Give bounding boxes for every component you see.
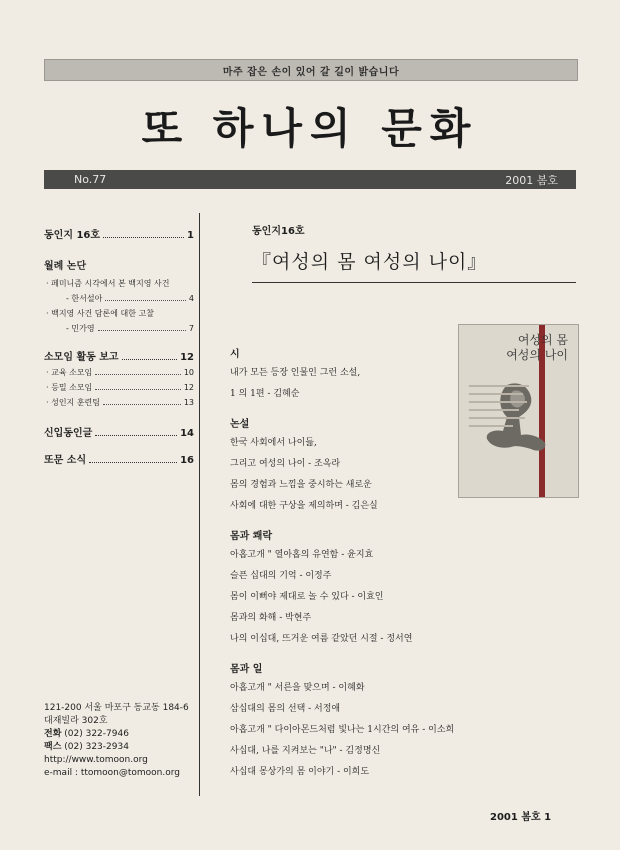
list-item: 그리고 여성의 나이 - 조옥라 — [230, 459, 341, 469]
fax-line — [44, 741, 194, 754]
list-item: 삼십대의 몸의 선택 - 서정애 — [230, 704, 341, 714]
toc-sub-entry — [44, 308, 194, 319]
toc-sub-text: · 성인지 훈련팀 — [46, 398, 100, 407]
toc-sub-entry — [44, 293, 194, 304]
toc-entry-page: 16 — [180, 455, 194, 466]
toc-entry-title: 신입동인글 — [44, 428, 93, 439]
toc-sub-page: 7 — [188, 324, 194, 333]
issue-number: No.77 — [74, 173, 107, 186]
toc-sub-text: - 한서설아 — [66, 294, 103, 303]
cover-text-line — [469, 393, 523, 395]
page-footer: 2001 봄호 1 — [490, 812, 552, 823]
toc-entry-page: 12 — [180, 352, 194, 363]
toc-sub-entry — [44, 367, 194, 378]
toc-sub-text: · 등밀 소모임 — [46, 383, 93, 392]
table-of-contents — [44, 226, 194, 478]
toc-sub-page: 12 — [183, 383, 194, 392]
toc-sub-entry — [44, 278, 194, 289]
list-item: 내가 모든 등장 인물인 그런 소설, — [230, 368, 361, 378]
tagline: 마주 잡은 손이 있어 갈 길이 밝습니다 — [222, 66, 400, 78]
toc-entry-page: 1 — [187, 230, 194, 241]
feature-header — [230, 222, 580, 274]
list-item: 사십대, 나를 지켜보는 "나" - 김정명신 — [230, 746, 381, 756]
list-item: 나의 이십대, 뜨거운 여름 같았던 시절 - 정서연 — [230, 634, 413, 644]
list-item: 몸이 이뻐야 제대로 놀 수 있다 - 이효인 — [230, 592, 384, 602]
section-essay — [230, 415, 450, 512]
section-body-pleasure — [230, 527, 450, 645]
section-body-work — [230, 660, 455, 778]
cover-text-line — [469, 425, 513, 427]
website-link[interactable]: http://www.tomoon.org — [44, 755, 148, 765]
list-item: 슬픈 십대의 기억 - 이정주 — [230, 571, 332, 581]
section-heading: 몸과 쾌락 — [230, 531, 273, 542]
feature-kicker: 동인지16호 — [252, 226, 305, 237]
toc-entry — [44, 451, 194, 466]
toc-entry-page: 14 — [180, 428, 194, 439]
section-heading: 몸과 일 — [230, 664, 263, 675]
cover-text-line — [469, 401, 527, 403]
column-divider — [199, 213, 200, 796]
issue-bar — [44, 170, 576, 189]
toc-entry-title: 또문 소식 — [44, 455, 87, 466]
list-item: 몸의 경험과 느낌을 중시하는 새로운 — [230, 480, 372, 490]
list-item: 사회에 대한 구상을 제의하며 - 김은실 — [230, 501, 378, 511]
toc-entry-title: 소모임 활동 보고 — [44, 352, 119, 363]
toc-section-title: 월례 논단 — [44, 261, 87, 272]
list-item: 아홉고개 " 열아홉의 유연함 - 윤지효 — [230, 550, 374, 560]
cover-text-line — [469, 409, 519, 411]
toc-forum — [44, 257, 194, 334]
phone-line — [44, 728, 194, 741]
list-item: 아홉고개 " 다이아몬드처럼 빛나는 1시간의 여유 - 이소희 — [230, 725, 455, 735]
toc-dots — [103, 398, 181, 405]
feature-contents — [230, 345, 455, 793]
toc-entry — [44, 226, 194, 241]
cover-title-line: 여성의 나이 — [506, 348, 568, 362]
address-line: 대재빌라 302호 — [44, 716, 108, 726]
phone-number: (02) 322-7946 — [64, 729, 129, 739]
fax-number: (02) 323-2934 — [64, 742, 129, 752]
title-rule — [252, 282, 576, 283]
cover-text-line — [469, 385, 529, 387]
tagline-bar — [44, 59, 578, 81]
toc-sub-entry — [44, 382, 194, 393]
feature-title: 『여성의 몸 여성의 나이』 — [252, 251, 488, 273]
book-cover-image — [458, 324, 579, 498]
toc-sub-page: 10 — [183, 368, 194, 377]
list-item: 한국 사회에서 나이듦, — [230, 438, 317, 448]
toc-sub-text: · 교육 소모임 — [46, 368, 93, 377]
list-item: 사십대 몽상가의 몸 이야기 - 이희도 — [230, 767, 370, 777]
toc-groups — [44, 348, 194, 408]
section-poem — [230, 345, 450, 400]
toc-sub-entry — [44, 323, 194, 334]
toc-dots — [89, 455, 177, 463]
section-heading: 시 — [230, 349, 240, 360]
address-line: 121-200 서울 마포구 동교동 184-6 — [44, 703, 189, 713]
toc-dots — [122, 352, 177, 360]
list-item: 아홉고개 " 서른을 맞으며 - 이혜화 — [230, 683, 365, 693]
phone-label: 전화 — [44, 729, 62, 739]
address-block — [44, 702, 194, 780]
list-item: 몸과의 화해 - 박현주 — [230, 613, 312, 623]
toc-dots — [105, 294, 186, 301]
email-link[interactable]: e-mail : ttomoon@tomoon.org — [44, 768, 181, 778]
toc-dots — [95, 428, 177, 436]
toc-entry-title: 동인지 16호 — [44, 230, 101, 241]
toc-entry — [44, 424, 194, 439]
toc-dots — [95, 383, 181, 390]
cover-title — [506, 333, 568, 363]
toc-sub-text: - 민가영 — [66, 324, 95, 333]
toc-new-members — [44, 424, 194, 439]
fax-label: 팩스 — [44, 742, 62, 752]
toc-dots — [98, 324, 186, 331]
toc-sub-page: 13 — [183, 398, 194, 407]
toc-sub-entry — [44, 397, 194, 408]
toc-dots — [103, 230, 184, 238]
toc-dots — [95, 368, 181, 375]
masthead-title: 또 하나의 문화 — [141, 104, 479, 153]
toc-entry — [44, 348, 194, 363]
toc-news — [44, 451, 194, 466]
toc-sub-text: · 페미니즘 시각에서 본 백지영 사건 — [46, 279, 170, 288]
cover-title-line: 여성의 몸 — [517, 333, 568, 347]
list-item: 1 의 1편 - 김혜순 — [230, 389, 300, 399]
toc-sub-text: · 백지영 사건 담론에 대한 고찰 — [46, 309, 154, 318]
issue-season: 2001 봄호 — [505, 173, 558, 187]
toc-sub-page: 4 — [188, 294, 194, 303]
section-heading: 논설 — [230, 419, 250, 430]
cover-text-line — [469, 417, 525, 419]
toc-dongin — [44, 226, 194, 241]
